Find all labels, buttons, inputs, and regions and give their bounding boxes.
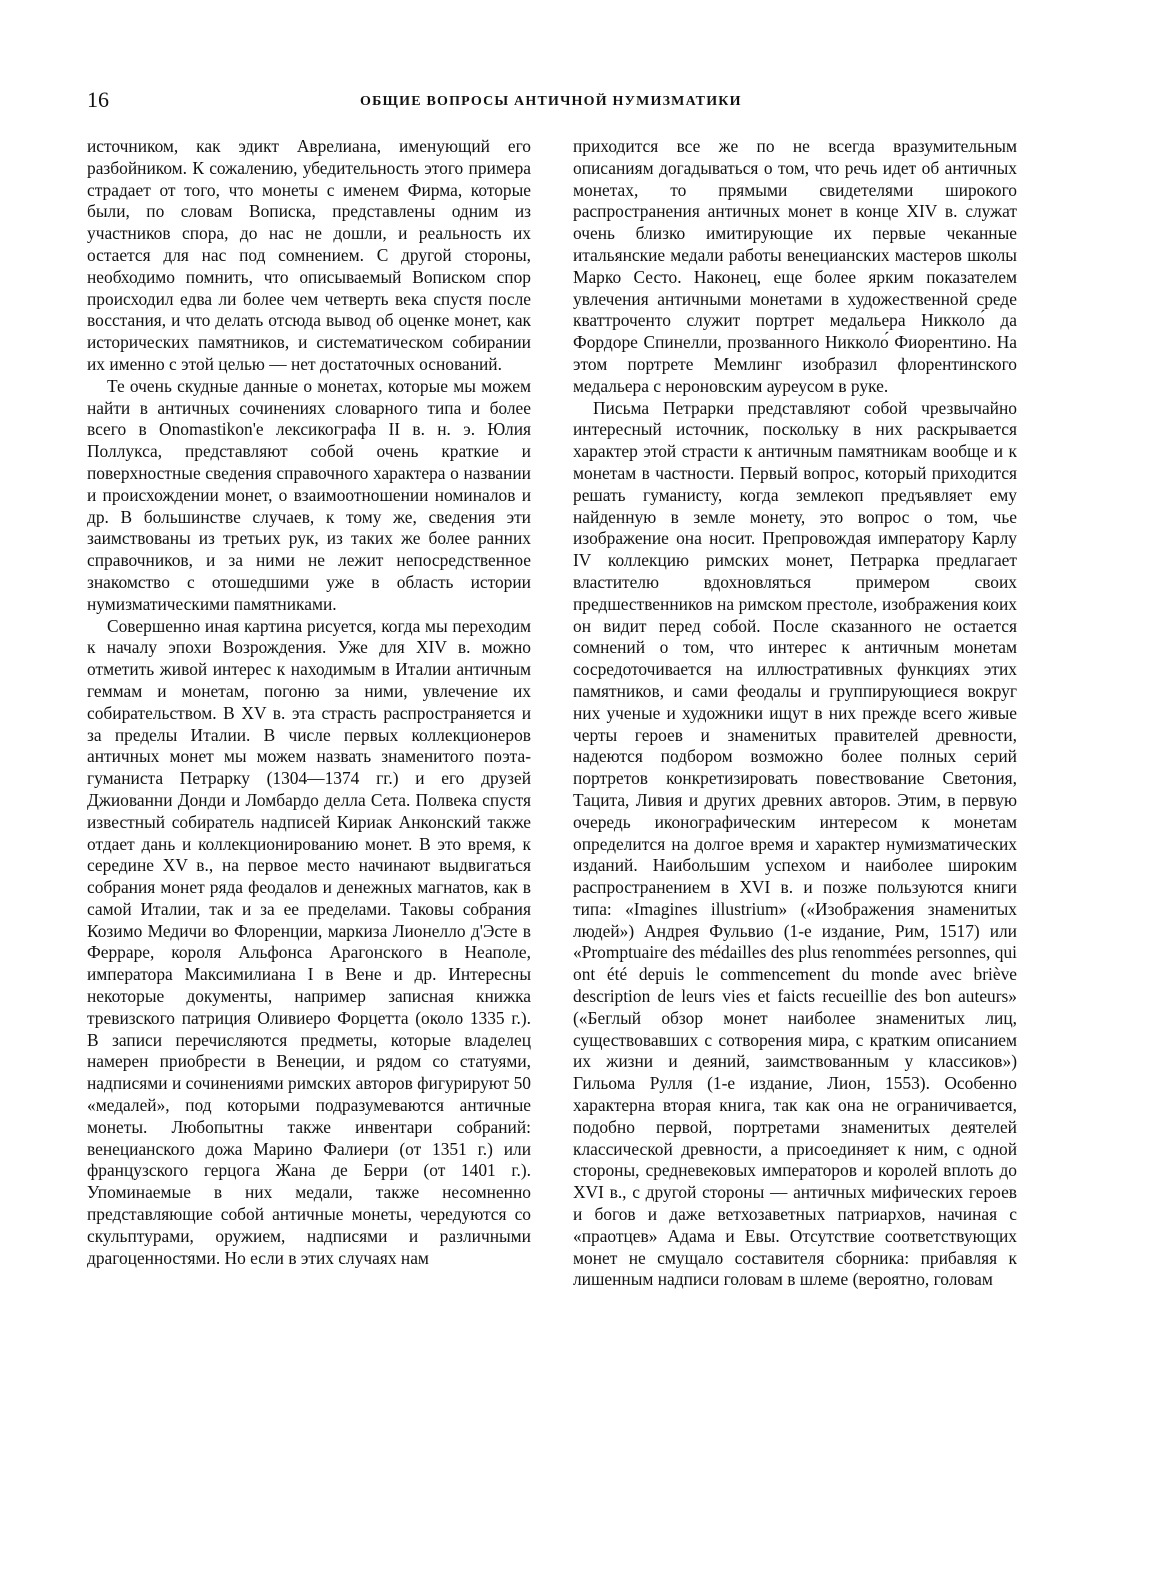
paragraph: Совершенно иная картина рисуется, когда мы переходим к началу эпохи Возрождения. Уже для XIV в. можно отметить живой интерес к находимым в Италии античным геммам и монетам, погоню за ними, увлечение их собирательством. В XV в. эта страсть распространяется и за пределы Италии. В числе первых коллекционеров античных монет мы можем назвать знаменитого поэта-гуманиста Петрарку (1304—1374 гг.) и его друзей Джиованни Донди и Ломбардо делла Сета. Полвека спустя известный собиратель надписей Кириак Анконский также отдает дань и коллекционированию монет. В это время, к середине XV в., на первое место начинают выдвигаться собрания монет ряда феодалов и денежных магнатов, как в самой Италии, так и за ее пределами. Таковы собрания Козимо Медичи во Флоренции, маркиза Лионелло д'Эсте в Ферраре, короля Альфонса Арагонского в Неаполе, императора Максимилиана I в Вене и др. Интересны некоторые документы, например записная книжка тревизского патриция Оливиеро Форцетта (около 1335 г.). В записи перечисляются предметы, которые владелец намерен приобрести в Венеции, и рядом со статуями, надписями и сочинениями римских авторов фигурируют 50 «медалей», под которыми подразумеваются античные монеты. Любопытны также инвентари собраний: венецианского дожа Марино Фалиери (от 1351 г.) или французского герцога Жана де Берри (от 1401 г.). Упоминаемые в них медали, также несомненно представляющие собой античные монеты, чередуются со скульптурами, оружием, надписями и различными драгоценностями. Но если в этих случаях нам — [87, 615, 531, 1268]
paragraph: Письма Петрарки представляют собой чрезвычайно интересный источник, поскольку в них раскрывается характер этой страсти к античным памятникам вообще и к монетам в частности. Первый вопрос, который приходится решать гуманисту, когда землекоп предъявляет ему найденную в земле монету, это вопрос о том, чье изображение она носит. Препровождая императору Карлу IV коллекцию римских монет, Петрарка предлагает властителю вдохновляться примером своих предшественников на римском престоле, изображения коих он видит перед собой. После сказанного не остается сомнений о том, что интерес к античным монетам сосредоточивается на иллюстративных функциях этих памятников, и сами феодалы и группирующиеся вокруг них ученые и художники ищут в них прежде всего живые черты героев и знаменитых правителей древности, надеются подбором возможно более полных серий портретов конкретизировать повествование Светония, Тацита, Ливия и других древних авторов. Этим, в первую очередь иконографическим интересом к монетам определится на долгое время и характер нумизматических изданий. Наибольшим успехом и наиболее широким распространением в XVI в. и позже пользуются книги типа: «Imagines illustrium» («Изображения знаменитых людей») Андрея Фульвио (1-е издание, Рим, 1517) или «Promptuaire des médailles des plus renommées personnes, qui ont été depuis le commencement du monde avec briève description de leurs vies et faicts recueillie des bon auteurs» («Беглый обзор монет наиболее знаменитых лиц, существовавших с сотворения мира, с кратким описанием их жизни и деяний, заимствованным у классиков») Гильома Рулля (1-е издание, Лион, 1553). Особенно характерна вторая книга, так как она не ограничивается, подобно первой, портретами знаменитых деятелей классической древности, а присоединяет к ним, с одной стороны, средневековых императоров и королей вплоть до XVI в., с другой стороны — античных мифических героев и богов и даже ветхозаветных патриархов, начиная с «праотцев» Адама и Евы. Отсутствие соответствующих монет не смущало составителя сборника: прибавляя к лишенным надписи головам в шлеме (вероятно, головам — [573, 397, 1017, 1290]
paragraph: Те очень скудные данные о монетах, которые мы можем найти в античных сочинениях словарного типа и более всего в Onomastikon'е лексикографа II в. н. э. Юлия Поллукса, представляют собой очень краткие и поверхностные сведения справочного характера о названии и происхождении монет, о взаимоотношении номиналов и др. В большинстве случаев, к тому же, сведения эти заимствованы из третьих рук, из таких же более ранних справочников, и за ними не лежит непосредственное знакомство с отошедшими уже в область истории нумизматическими памятниками. — [87, 375, 531, 614]
paragraph: источником, как эдикт Аврелиана, именующий его разбойником. К сожалению, убедительность этого примера страдает от того, что монеты с именем Фирма, которые были, по словам Вописка, представлены одним из участников спора, до нас не дошли, и реальность их остается для нас под сомнением. С другой стороны, необходимо помнить, что описываемый Вописком спор происходил едва ли более чем четверть века спустя после восстания, и что делать отсюда вывод об оценке монет, как исторических памятников, и систематическом собирании их именно с этой целью — нет достаточных оснований. — [87, 136, 531, 374]
left-text-column — [87, 136, 531, 1269]
paragraph: приходится все же по не всегда вразумительным описаниям догадываться о том, что речь идет об античных монетах, то прямыми свидетелями широкого распространения античных монет в конце XIV в. служат очень близко имитирующие их первые чеканные итальянские медали работы венецианских мастеров школы Марко Сесто. Наконец, еще более ярким показателем увлечения античными монетами в художественной среде кваттроченто служит портрет медальера Никколо́ да Фордоре Спинелли, прозванного Никколо́ Фиорентино. На этом портрете Мемлинг изобразил флорентинского медальера с нероновским ауреусом в руке. — [573, 136, 1017, 396]
page-number: 16 — [87, 87, 109, 112]
running-title: ОБЩИЕ ВОПРОСЫ АНТИЧНОЙ НУМИЗМАТИКИ — [360, 94, 742, 109]
right-text-column — [573, 136, 1017, 1291]
